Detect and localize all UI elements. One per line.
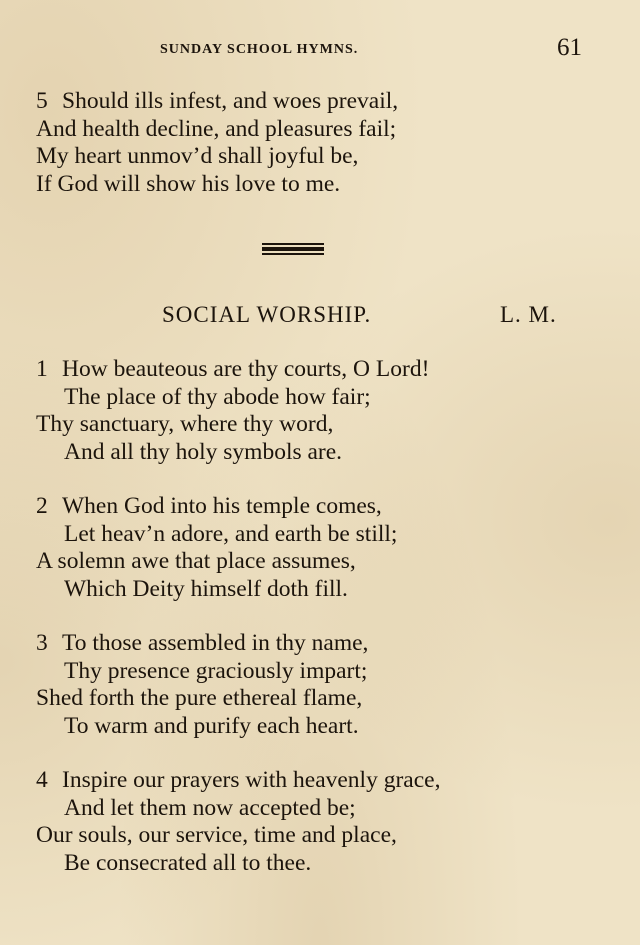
stanza-5-previous — [36, 88, 596, 198]
stanza-line — [36, 850, 596, 878]
line-text: Inspire our prayers with heavenly grace, — [62, 767, 441, 793]
stanza-2 — [36, 493, 596, 603]
stanza-number: 2 — [36, 493, 48, 519]
stanza-3 — [36, 630, 596, 740]
line-text: Should ills infest, and woes prevail, — [62, 88, 399, 114]
stanza-number: 3 — [36, 630, 48, 656]
running-head-title: SUNDAY SCHOOL HYMNS. — [160, 42, 359, 57]
stanza-line — [36, 658, 596, 686]
stanza-line — [36, 384, 596, 412]
hymn-title: SOCIAL WORSHIP. — [162, 302, 372, 327]
line-text: And health decline, and pleasures fail; — [36, 115, 397, 142]
stanza-line — [36, 630, 596, 658]
line-text: Be consecrated all to thee. — [64, 849, 312, 876]
line-text: To those assembled in thy name, — [62, 630, 369, 656]
line-text: A solemn awe that place assumes, — [36, 548, 356, 574]
line-text: Shed forth the pure ethereal flame, — [36, 685, 363, 711]
stanza-line — [36, 493, 596, 521]
stanza-number: 4 — [36, 767, 48, 793]
stanza-line — [36, 548, 596, 576]
running-head — [0, 34, 640, 64]
stanza-4 — [36, 767, 596, 877]
stanza-line — [36, 116, 596, 144]
stanza-number: 1 — [36, 356, 48, 382]
line-text: And let them now accepted be; — [64, 794, 356, 821]
line-text: When God into his temple comes, — [62, 493, 382, 519]
stanza-1 — [36, 356, 596, 466]
line-text: Our souls, our service, time and place, — [36, 822, 397, 848]
stanza-line — [36, 439, 596, 467]
stanza-line — [36, 411, 596, 439]
line-text: Thy sanctuary, where thy word, — [36, 411, 334, 437]
line-text: If God will show his love to me. — [36, 170, 341, 197]
stanza-number: 5 — [36, 88, 48, 114]
stanza-line — [36, 795, 596, 823]
page-number: 61 — [557, 34, 582, 61]
stanza-line — [36, 822, 596, 850]
line-text: To warm and purify each heart. — [64, 712, 359, 739]
stanza-line — [36, 685, 596, 713]
line-text: And all thy holy symbols are. — [64, 438, 343, 465]
stanza-line — [36, 143, 596, 171]
line-text: How beauteous are thy courts, O Lord! — [62, 356, 430, 382]
line-text: Let heav’n adore, and earth be still; — [64, 520, 398, 547]
stanza-line — [36, 356, 596, 384]
hymn-meter: L. M. — [500, 302, 557, 327]
stanza-line — [36, 713, 596, 741]
stanza-line — [36, 88, 596, 116]
line-text: Which Deity himself doth fill. — [64, 575, 348, 602]
stanza-line — [36, 171, 596, 199]
line-text: The place of thy abode how fair; — [64, 383, 371, 410]
stanza-line — [36, 521, 596, 549]
line-text: Thy presence graciously impart; — [64, 657, 368, 684]
stanza-line — [36, 767, 596, 795]
stanza-line — [36, 576, 596, 604]
section-divider-rule — [262, 243, 324, 255]
line-text: My heart unmov’d shall joyful be, — [36, 143, 359, 169]
hymn-heading — [0, 302, 640, 332]
